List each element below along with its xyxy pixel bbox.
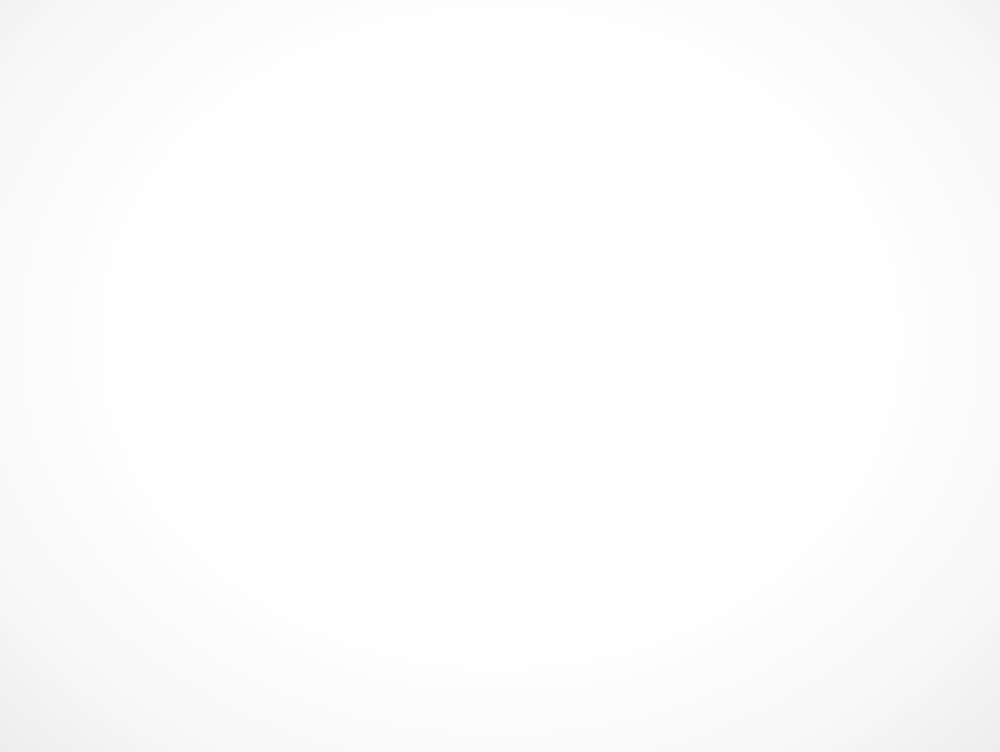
page-title <box>0 70 1000 115</box>
